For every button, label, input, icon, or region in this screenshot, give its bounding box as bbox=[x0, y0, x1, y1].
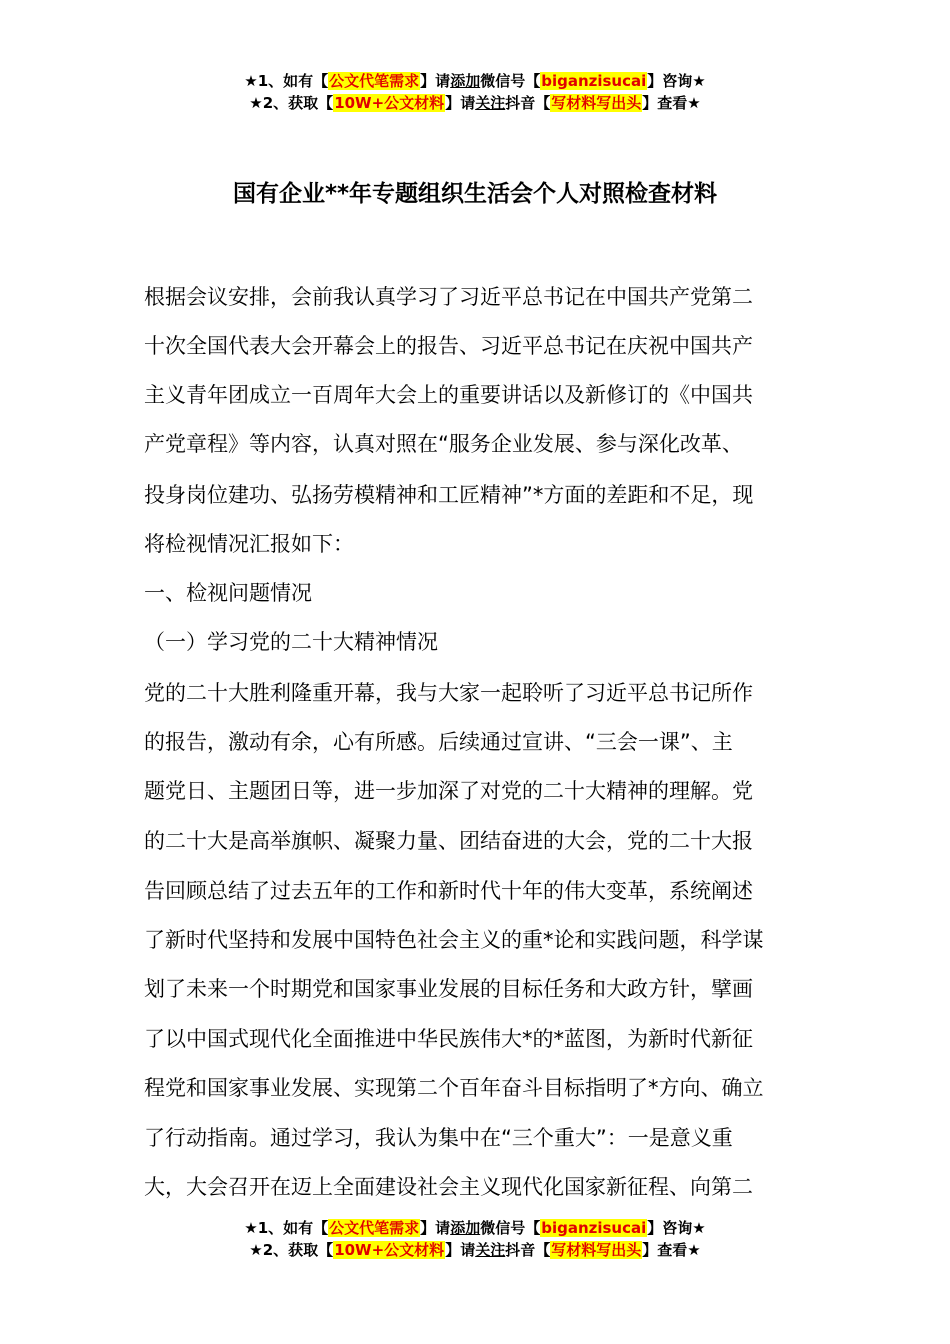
promo-line-1: ★1、如有【公文代笔需求】请添加微信号【biganzisucai】咨询★ bbox=[244, 1219, 706, 1237]
promo-line-2: ★2、获取【10W+公文材料】请关注抖音【写材料写出头】查看★ bbox=[249, 94, 701, 112]
promo-line-2: ★2、获取【10W+公文材料】请关注抖音【写材料写出头】查看★ bbox=[249, 1241, 701, 1259]
body-line: 了新时代坚持和发展中国特色社会主义的重*论和实践问题，科学谋 bbox=[144, 928, 764, 952]
body-line: 划了未来一个时期党和国家事业发展的目标任务和大政方针，擘画 bbox=[144, 977, 753, 1001]
body-line: 的报告，激动有余，心有所感。后续通过宣讲、“三会一课”、主 bbox=[144, 730, 733, 754]
section-heading: 一、检视问题情况 bbox=[144, 581, 312, 605]
body-line: 了行动指南。通过学习，我认为集中在“三个重大”：一是意义重 bbox=[144, 1126, 733, 1150]
document-title: 国有企业**年专题组织生活会个人对照检查材料 bbox=[232, 181, 718, 207]
body-line: 十次全国代表大会开幕会上的报告、习近平总书记在庆祝中国共产 bbox=[144, 334, 753, 358]
promo-highlight: 公文代笔需求 bbox=[329, 72, 420, 90]
promo-highlight: 10W+公文材料 bbox=[334, 1241, 445, 1259]
promo-line-1: ★1、如有【公文代笔需求】请添加微信号【biganzisucai】咨询★ bbox=[244, 72, 706, 90]
body-line: 党的二十大胜利隆重开幕，我与大家一起聆听了习近平总书记所作 bbox=[144, 681, 753, 705]
body-line: 将检视情况汇报如下： bbox=[144, 532, 354, 556]
body-line: 主义青年团成立一百周年大会上的重要讲话以及新修订的《中国共 bbox=[144, 383, 753, 407]
promo-highlight: 公文代笔需求 bbox=[329, 1219, 420, 1237]
promo-footer bbox=[0, 1217, 950, 1261]
body-line: 了以中国式现代化全面推进中华民族伟大*的*蓝图，为新时代新征 bbox=[144, 1027, 753, 1051]
subsection-heading: （一）学习党的二十大精神情况 bbox=[144, 630, 438, 654]
body-line: 程党和国家事业发展、实现第二个百年奋斗目标指明了*方向、确立 bbox=[144, 1076, 764, 1100]
promo-header bbox=[0, 70, 950, 114]
wechat-id: biganzisucai bbox=[541, 1219, 647, 1237]
body-line: 根据会议安排，会前我认真学习了习近平总书记在中国共产党第二 bbox=[144, 285, 753, 309]
wechat-id: biganzisucai bbox=[541, 72, 647, 90]
douyin-account: 写材料写出头 bbox=[551, 1241, 642, 1259]
body-line: 投身岗位建功、弘扬劳模精神和工匠精神”*方面的差距和不足，现 bbox=[144, 483, 754, 507]
douyin-account: 写材料写出头 bbox=[551, 94, 642, 112]
body-line: 产党章程》等内容，认真对照在“服务企业发展、参与深化改革、 bbox=[144, 432, 743, 456]
body-line: 告回顾总结了过去五年的工作和新时代十年的伟大变革，系统阐述 bbox=[144, 879, 753, 903]
body-line: 题党日、主题团日等，进一步加深了对党的二十大精神的理解。党 bbox=[144, 779, 753, 803]
body-line: 的二十大是高举旗帜、凝聚力量、团结奋进的大会，党的二十大报 bbox=[144, 829, 753, 853]
body-line: 大，大会召开在迈上全面建设社会主义现代化国家新征程、向第二 bbox=[144, 1175, 753, 1199]
promo-highlight: 10W+公文材料 bbox=[334, 94, 445, 112]
